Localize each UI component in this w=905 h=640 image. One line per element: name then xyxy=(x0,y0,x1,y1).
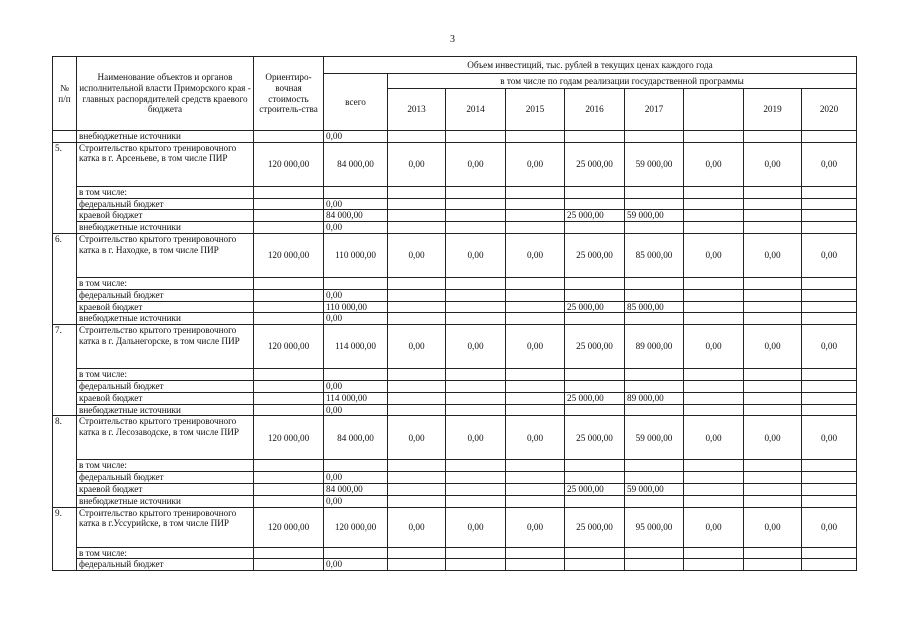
table-row xyxy=(53,186,857,198)
object-name: Строительство крытого тренировочного катка в г. Лесозаводске, в том числе ПИР xyxy=(77,416,254,460)
object-cost: 120 000,00 xyxy=(254,325,324,369)
object-year-value: 0,00 xyxy=(684,507,744,547)
object-year-value: 25 000,00 xyxy=(565,142,625,186)
sub-label: в том числе: xyxy=(77,369,254,381)
object-year-value: 0,00 xyxy=(388,233,446,277)
header-year: 2019 xyxy=(744,89,802,131)
object-year-value: 25 000,00 xyxy=(565,507,625,547)
sub-label: федеральный бюджет xyxy=(77,380,254,392)
table-row xyxy=(53,380,857,392)
header-cost: Ориентиро-вочная стоимость строитель-ства xyxy=(254,57,324,131)
object-year-value: 0,00 xyxy=(506,142,565,186)
object-year-value: 0,00 xyxy=(802,325,857,369)
object-number: 6. xyxy=(53,233,77,324)
sub-label: в том числе: xyxy=(77,460,254,472)
object-year-value: 25 000,00 xyxy=(565,416,625,460)
table-row xyxy=(53,392,857,404)
object-cost: 120 000,00 xyxy=(254,416,324,460)
object-year-value: 0,00 xyxy=(802,142,857,186)
header-year xyxy=(684,89,744,131)
object-year-value: 0,00 xyxy=(684,325,744,369)
sub-total: 0,00 xyxy=(324,289,388,301)
object-total: 110 000,00 xyxy=(324,233,388,277)
object-year-value: 0,00 xyxy=(744,233,802,277)
sub-label: краевой бюджет xyxy=(77,392,254,404)
object-cost: 120 000,00 xyxy=(254,233,324,277)
sub-total: 0,00 xyxy=(324,495,388,507)
header-num: № п/п xyxy=(53,57,77,131)
object-year-value: 95 000,00 xyxy=(625,507,684,547)
object-year-value: 0,00 xyxy=(446,507,506,547)
object-year-value: 0,00 xyxy=(744,416,802,460)
table-row xyxy=(53,277,857,289)
sub-label: краевой бюджет xyxy=(77,483,254,495)
object-name: Строительство крытого тренировочного катка в г. Арсеньеве, в том числе ПИР xyxy=(77,142,254,186)
sub-year-value: 59 000,00 xyxy=(625,210,684,222)
sub-label: краевой бюджет xyxy=(77,210,254,222)
object-year-value: 25 000,00 xyxy=(565,325,625,369)
sub-total: 0,00 xyxy=(324,380,388,392)
object-year-value: 0,00 xyxy=(744,142,802,186)
table-row xyxy=(53,404,857,416)
object-name: Строительство крытого тренировочного катка в г. Находке, в том числе ПИР xyxy=(77,233,254,277)
table-row xyxy=(53,416,857,460)
object-year-value: 0,00 xyxy=(684,233,744,277)
sub-year-value: 59 000,00 xyxy=(625,483,684,495)
table-row xyxy=(53,472,857,484)
sub-year-value: 25 000,00 xyxy=(565,483,625,495)
object-year-value: 25 000,00 xyxy=(565,233,625,277)
table-row xyxy=(53,507,857,547)
object-year-value: 0,00 xyxy=(506,507,565,547)
object-total: 84 000,00 xyxy=(324,416,388,460)
sub-total: 84 000,00 xyxy=(324,483,388,495)
object-year-value: 0,00 xyxy=(506,233,565,277)
object-year-value: 0,00 xyxy=(802,416,857,460)
header-year: 2014 xyxy=(446,89,506,131)
object-cost: 120 000,00 xyxy=(254,142,324,186)
table-row xyxy=(53,483,857,495)
table-row xyxy=(53,198,857,210)
object-number: 9. xyxy=(53,507,77,571)
object-year-value: 0,00 xyxy=(388,416,446,460)
table-row xyxy=(53,369,857,381)
object-total: 84 000,00 xyxy=(324,142,388,186)
sub-label: федеральный бюджет xyxy=(77,472,254,484)
sub-label: федеральный бюджет xyxy=(77,198,254,210)
object-number: 8. xyxy=(53,416,77,507)
table-row xyxy=(53,142,857,186)
sub-total: 0,00 xyxy=(324,198,388,210)
sub-total: 0,00 xyxy=(324,559,388,571)
object-year-value: 0,00 xyxy=(506,416,565,460)
sub-label: краевой бюджет xyxy=(77,301,254,313)
object-year-value: 85 000,00 xyxy=(625,233,684,277)
object-year-value: 59 000,00 xyxy=(625,142,684,186)
object-year-value: 89 000,00 xyxy=(625,325,684,369)
sub-total: 0,00 xyxy=(324,313,388,325)
object-year-value: 0,00 xyxy=(388,507,446,547)
table-row xyxy=(53,210,857,222)
table-row xyxy=(53,222,857,234)
object-year-value: 0,00 xyxy=(388,325,446,369)
sub-label: в том числе: xyxy=(77,277,254,289)
table-row xyxy=(53,313,857,325)
sub-year-value: 25 000,00 xyxy=(565,301,625,313)
object-year-value: 0,00 xyxy=(744,507,802,547)
object-total: 120 000,00 xyxy=(324,507,388,547)
object-year-value: 0,00 xyxy=(446,142,506,186)
table-row xyxy=(53,233,857,277)
header-volume: Объем инвестиций, тыс. рублей в текущих ценах каждого года xyxy=(324,57,857,74)
table-row xyxy=(53,559,857,571)
table-row xyxy=(53,547,857,559)
object-year-value: 0,00 xyxy=(388,142,446,186)
sub-total: 110 000,00 xyxy=(324,301,388,313)
object-total: 114 000,00 xyxy=(324,325,388,369)
header-year: 2017 xyxy=(625,89,684,131)
table-row: внебюджетные источники 0,00 xyxy=(53,131,857,143)
sub-year-value: 89 000,00 xyxy=(625,392,684,404)
page-number: 3 xyxy=(450,34,455,45)
object-year-value: 0,00 xyxy=(802,507,857,547)
table-row xyxy=(53,325,857,369)
object-year-value: 59 000,00 xyxy=(625,416,684,460)
table-body xyxy=(53,131,857,571)
object-year-value: 0,00 xyxy=(446,325,506,369)
sub-total: 114 000,00 xyxy=(324,392,388,404)
sub-label: внебюджетные источники xyxy=(77,404,254,416)
table-row xyxy=(53,289,857,301)
object-year-value: 0,00 xyxy=(446,233,506,277)
header-name: Наименование объектов и органов исполнительной власти Приморского края - главных распорядителей средств краевого бюджета xyxy=(77,57,254,131)
table-row xyxy=(53,460,857,472)
sub-total: 84 000,00 xyxy=(324,210,388,222)
sub-total: 0,00 xyxy=(324,472,388,484)
header-year: 2015 xyxy=(506,89,565,131)
header-by-years: в том числе по годам реализации государственной программы xyxy=(388,74,857,89)
object-year-value: 0,00 xyxy=(684,142,744,186)
header-total: всего xyxy=(324,74,388,131)
sub-year-value: 25 000,00 xyxy=(565,392,625,404)
object-year-value: 0,00 xyxy=(684,416,744,460)
sub-label: в том числе: xyxy=(77,186,254,198)
sub-label: в том числе: xyxy=(77,547,254,559)
object-cost: 120 000,00 xyxy=(254,507,324,547)
table-row xyxy=(53,301,857,313)
object-name: Строительство крытого тренировочного катка в г. Дальнегорске, в том числе ПИР xyxy=(77,325,254,369)
sub-total: 0,00 xyxy=(324,404,388,416)
sub-label: внебюджетные источники xyxy=(77,222,254,234)
object-year-value: 0,00 xyxy=(744,325,802,369)
object-number: 5. xyxy=(53,142,77,233)
object-year-value: 0,00 xyxy=(506,325,565,369)
investment-table xyxy=(52,56,857,571)
sub-label: федеральный бюджет xyxy=(77,289,254,301)
header-year: 2020 xyxy=(802,89,857,131)
sub-year-value: 85 000,00 xyxy=(625,301,684,313)
object-number: 7. xyxy=(53,325,77,416)
sub-total: 0,00 xyxy=(324,222,388,234)
object-year-value: 0,00 xyxy=(446,416,506,460)
sub-label: внебюджетные источники xyxy=(77,495,254,507)
header-year: 2016 xyxy=(565,89,625,131)
sub-label: внебюджетные источники xyxy=(77,313,254,325)
sub-label: федеральный бюджет xyxy=(77,559,254,571)
object-name: Строительство крытого тренировочного катка в г.Уссурийске, в том числе ПИР xyxy=(77,507,254,547)
sub-year-value: 25 000,00 xyxy=(565,210,625,222)
header-year: 2013 xyxy=(388,89,446,131)
object-year-value: 0,00 xyxy=(802,233,857,277)
table-row xyxy=(53,495,857,507)
